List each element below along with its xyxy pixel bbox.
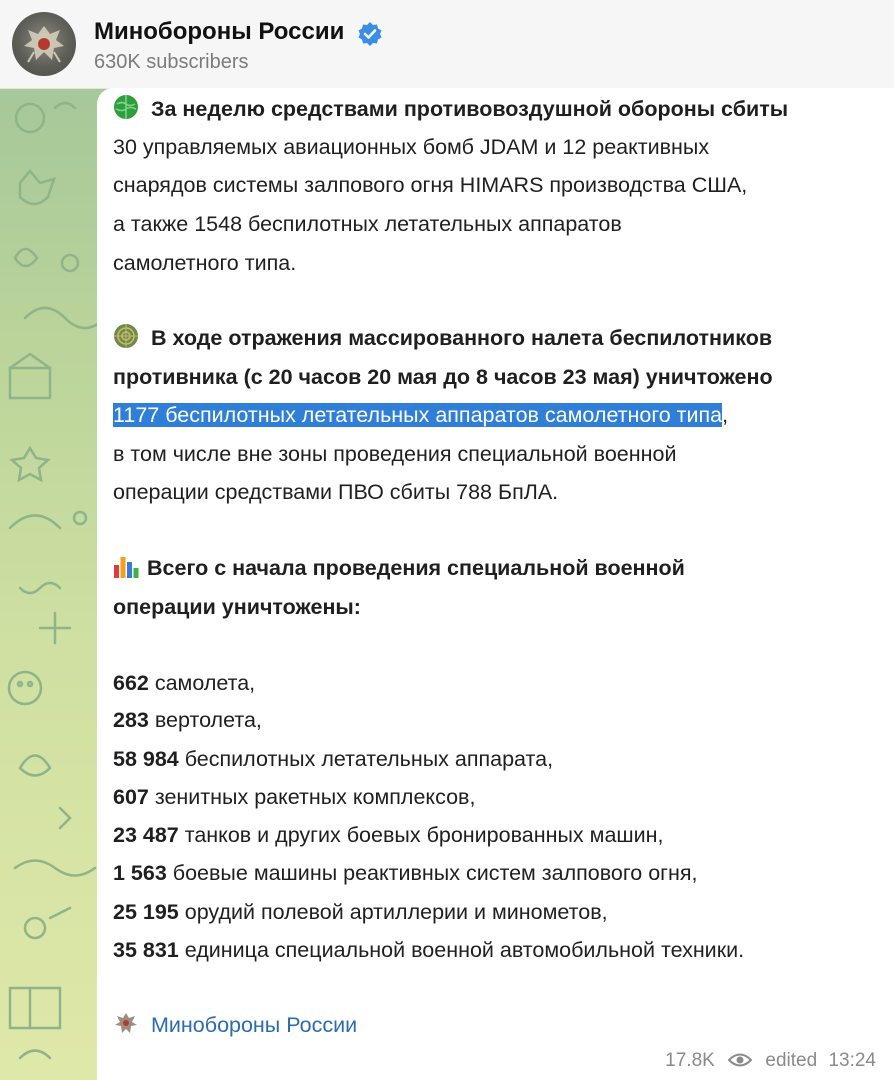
stat-item: 607 зенитных ракетных комплексов,: [113, 785, 476, 809]
green-globe-icon: [113, 94, 139, 120]
para1-line-1: За неделю средствами противовоздушной обороны сбиты: [113, 94, 788, 124]
para3-line-2: операции уничтожены:: [113, 595, 361, 619]
para2-line-5: операции средствами ПВО сбиты 788 БпЛА.: [113, 480, 559, 504]
para2-line-3[interactable]: 1177 беспилотных летательных аппаратов самолетного типа,: [113, 403, 729, 427]
stat-item: 58 984 беспилотных летательных аппарата,: [113, 747, 554, 771]
channel-header[interactable]: [0, 0, 894, 89]
message-time: 13:24: [828, 1050, 876, 1071]
para1-line-4: а также 1548 беспилотных летательных аппаратов: [113, 212, 622, 236]
chat-wallpaper-doodles: [0, 88, 100, 1080]
stat-item: 662 самолета,: [113, 671, 256, 695]
stat-item: 25 195 орудий полевой артиллерии и минометов,: [113, 900, 608, 924]
emblem-small-icon: [113, 1010, 139, 1036]
emblem-icon: [12, 12, 76, 76]
selected-text-highlight[interactable]: 1177 беспилотных летательных аппаратов самолетного типа: [113, 403, 723, 427]
para1-line-3: снарядов системы залпового огня HIMARS производства США,: [113, 173, 748, 197]
edited-label: edited: [765, 1050, 818, 1071]
para1-line-2: 30 управляемых авиационных бомб JDAM и 12 реактивных: [113, 135, 710, 159]
message-meta: [665, 1050, 876, 1072]
subscriber-count: 630K subscribers: [94, 51, 249, 73]
stat-item: 1 563 боевые машины реактивных систем залпового огня,: [113, 861, 698, 885]
eye-icon: [728, 1052, 752, 1068]
stat-item: 283 вертолета,: [113, 708, 262, 732]
radar-target-icon: [113, 323, 139, 349]
bar-chart-icon: [113, 553, 139, 579]
para2-line-4: в том числе вне зоны проведения специальной военной: [113, 442, 677, 466]
verified-badge-icon: [357, 21, 383, 47]
stat-item: 23 487 танков и других боевых бронированных машин,: [113, 823, 664, 847]
para1-line-5: самолетного типа.: [113, 251, 297, 275]
para2-line-1: В ходе отражения массированного налета беспилотников: [113, 323, 772, 353]
para2-line-2: противника (с 20 часов 20 мая до 8 часов 23 мая) уничтожено: [113, 365, 773, 389]
channel-name[interactable]: Минобороны России: [94, 18, 345, 45]
para3-line-1: Всего с начала проведения специальной военной: [113, 553, 685, 583]
view-count: 17.8K: [665, 1050, 715, 1071]
signature-link[interactable]: Минобороны России: [113, 1010, 357, 1040]
channel-avatar[interactable]: [12, 12, 76, 76]
stat-item: 35 831 единица специальной военной автомобильной техники.: [113, 938, 745, 962]
